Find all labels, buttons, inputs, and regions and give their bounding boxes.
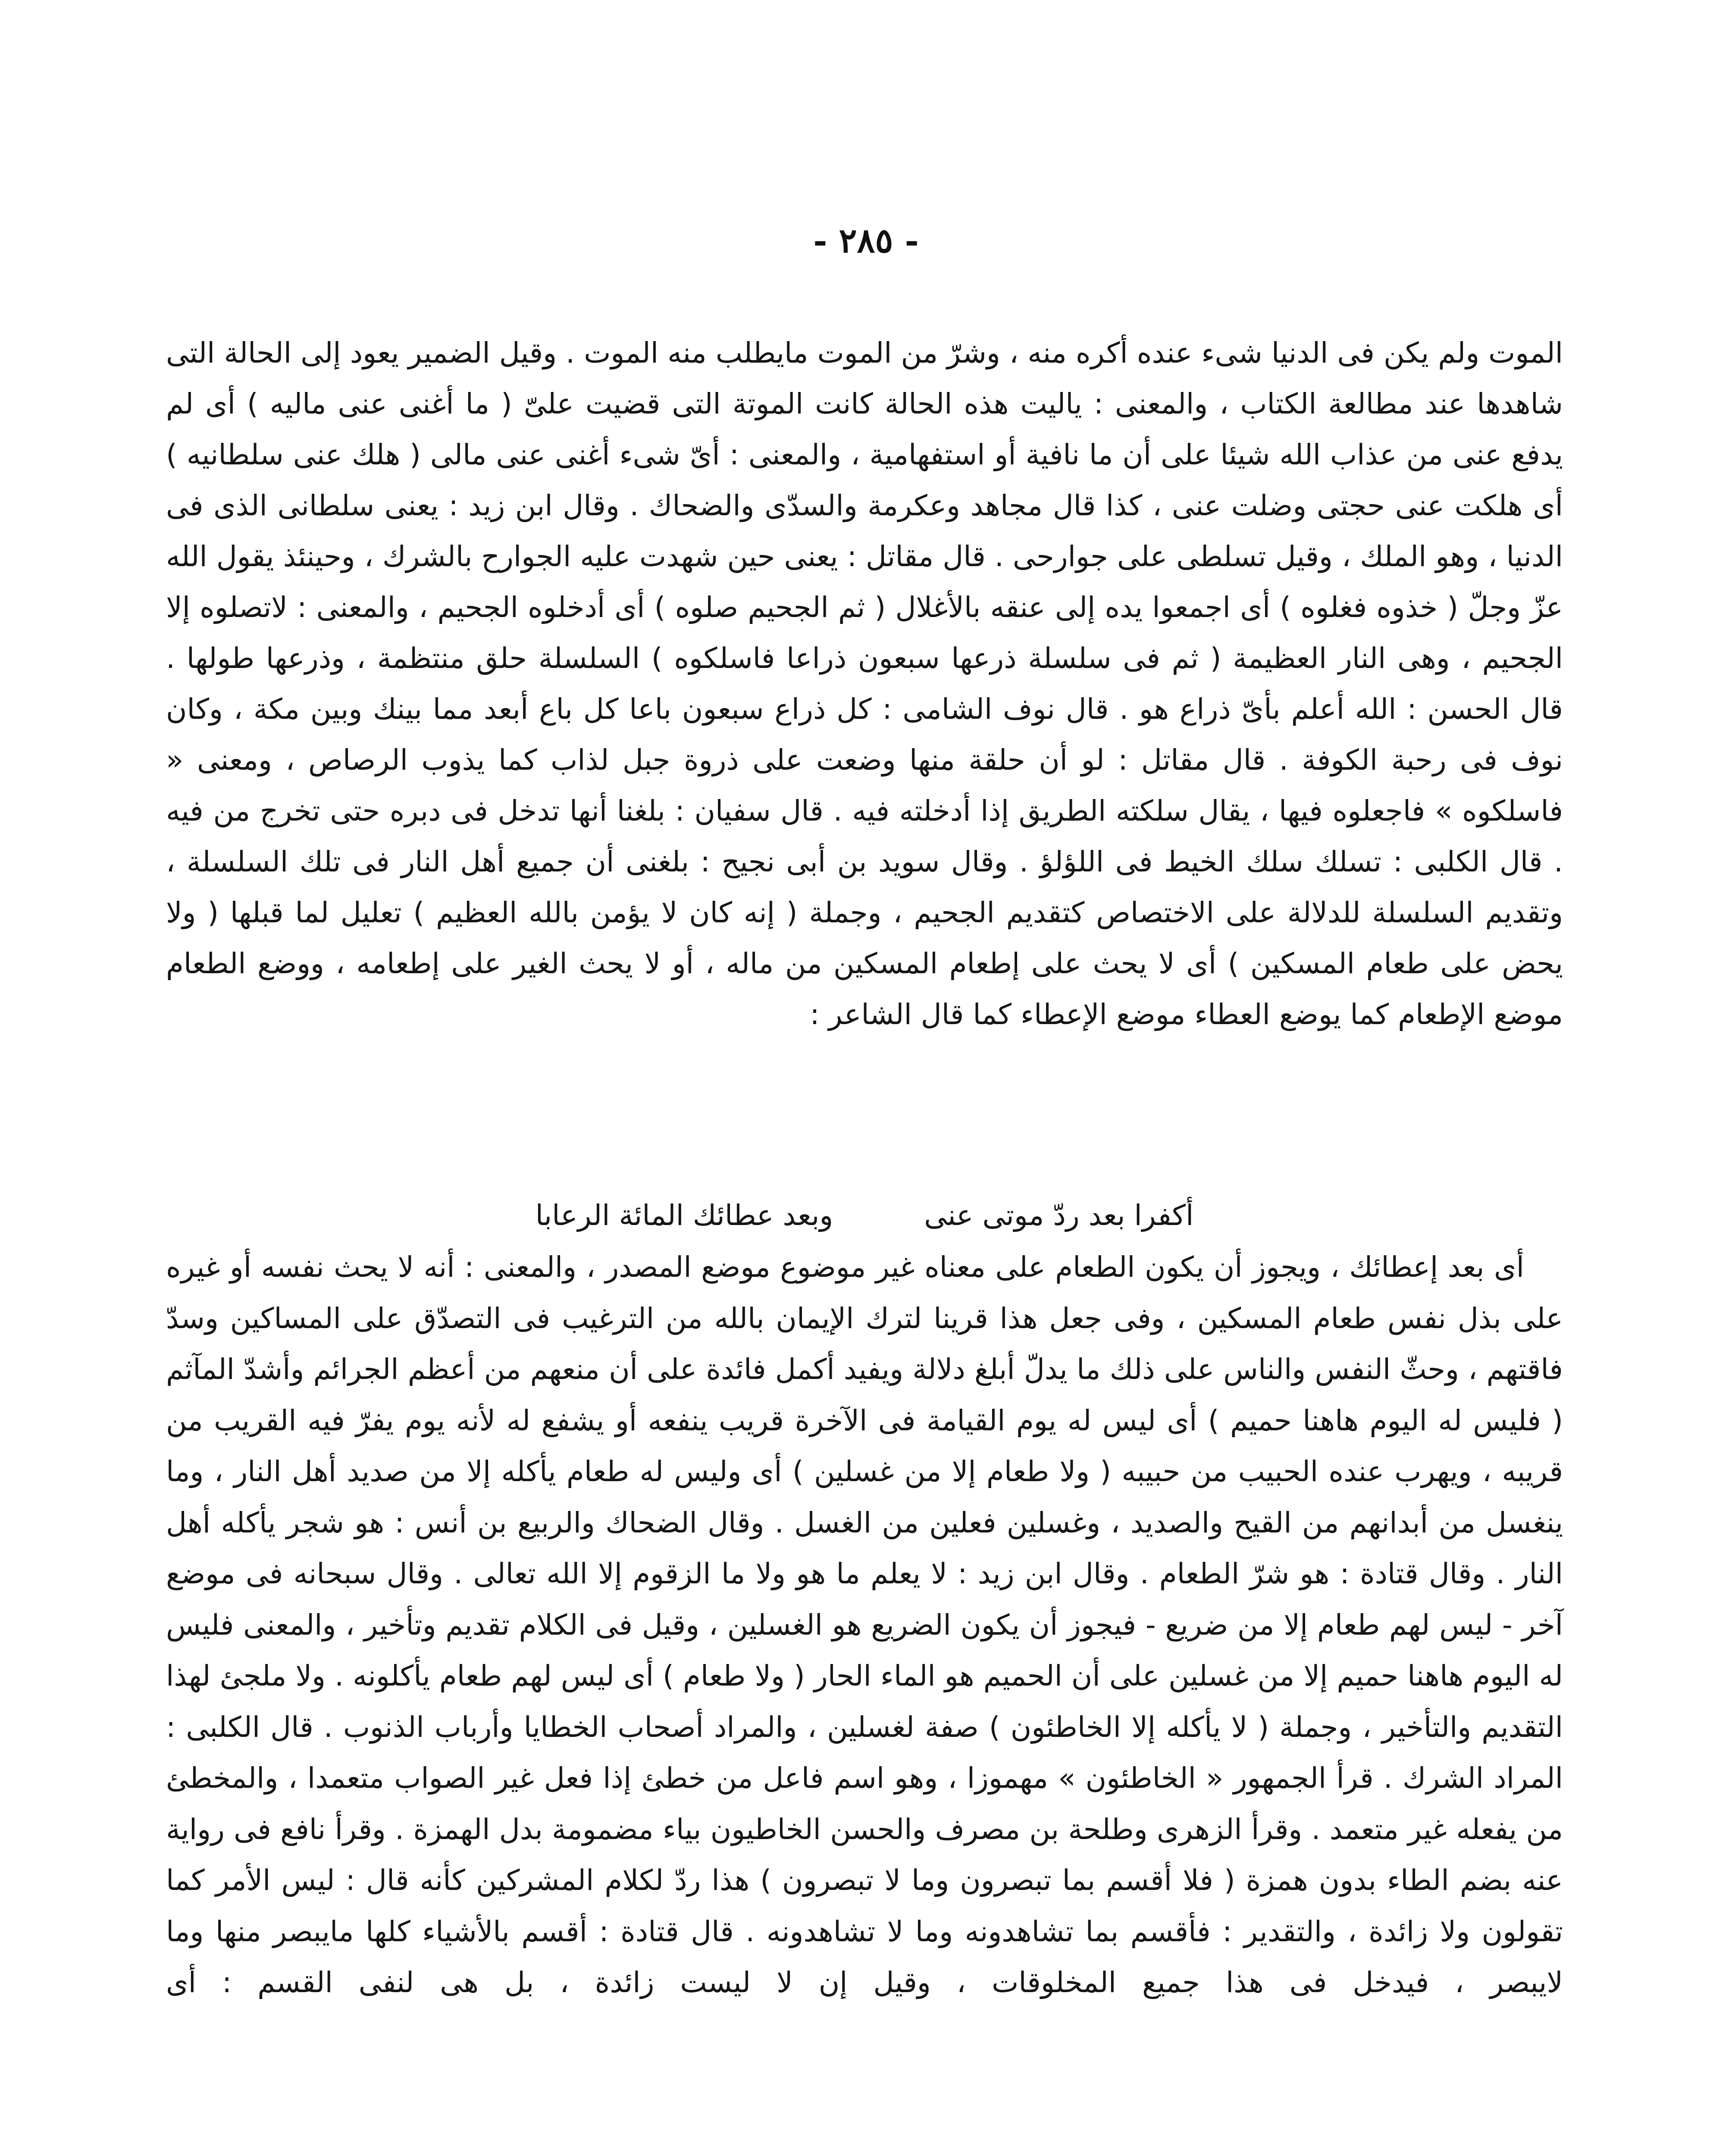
poetry-verse xyxy=(166,1190,1563,1241)
body-paragraph-1 xyxy=(166,328,1563,1040)
paragraph-text: أى بعد إعطائك ، ويجوز أن يكون الطعام على معناه غير موضوع موضع المصدر ، والمعنى : أنه لا يحث نفسه أو غيره على بذل نفس طعام المسكين ، وفى جعل هذا قرينا لترك الإيمان بالله من الترغيب فى التصدّق على المساكين وسدّ فاقتهم ، وحثّ النفس والناس على ذلك ما يدلّ أبلغ دلالة ويفيد أكمل فائدة على أن منعهم من أعظم الجرائم وأشدّ المآثم ( فليس له اليوم هاهنا حميم ) أى ليس له يوم القيامة فى الآخرة قريب ينفعه أو يشفع له لأنه يوم يفرّ فيه القريب من قريبه ، ويهرب عنده الحبيب من حبيبه ( ولا طعام إلا من غسلين ) أى وليس له طعام يأكله إلا من صديد أهل النار ، وما ينغسل من أبدانهم من القيح والصديد ، وغسلين فعلين من الغسل . وقال الضحاك والربيع بن أنس : هو شجر يأكله أهل النار . وقال قتادة : هو شرّ الطعام . وقال ابن زيد : لا يعلم ما هو ولا ما الزقوم إلا الله تعالى . وقال سبحانه فى موضع آخر - ليس لهم طعام إلا من ضريع - فيجوز أن يكون الضريع هو الغسلين ، وقيل فى الكلام تقديم وتأخير ، والمعنى فليس له اليوم هاهنا حميم إلا من غسلين على أن الحميم هو الماء الحار ( ولا طعام ) أى ليس لهم طعام يأكلونه . ولا ملجئ لهذا التقديم والتأخير ، وجملة ( لا يأكله إلا الخاطئون ) صفة لغسلين ، والمراد أصحاب الخطايا وأرباب الذنوب . قال الكلبى : المراد الشرك . قرأ الجمهور « الخاطئون » مهموزا ، وهو اسم فاعل من خطئ إذا فعل غير الصواب متعمدا ، والمخطئ من يفعله غير متعمد . وقرأ الزهرى وطلحة بن مصرف والحسن الخاطيون بياء مضمومة بدل الهمزة . وقرأ نافع فى رواية عنه بضم الطاء بدون همزة ( فلا أقسم بما تبصرون وما لا تبصرون ) هذا ردّ لكلام المشركين كأنه قال : ليس الأمر كما تقولون ولا زائدة ، والتقدير : فأقسم بما تشاهدونه وما لا تشاهدونه . قال قتادة : أقسم بالأشياء كلها مايبصر منها وما لايبصر ، فيدخل فى هذا جميع المخلوقات ، وقيل إن لا ليست زائدة ، بل هى لنفى القسم : أى xyxy=(166,1250,1563,1999)
page-number: - ٢٨٥ - xyxy=(813,221,919,260)
verse-first-hemistich: أكفرا بعد ردّ موتى عنى xyxy=(924,1199,1194,1232)
paragraph-text: الموت ولم يكن فى الدنيا شىء عنده أكره منه ، وشرّ من الموت مايطلب منه الموت . وقيل الضمير يعود إلى الحالة التى شاهدها عند مطالعة الكتاب ، والمعنى : ياليت هذه الحالة كانت الموتة التى قضيت علىّ ( ما أغنى عنى ماليه ) أى لم يدفع عنى من عذاب الله شيئا على أن ما نافية أو استفهامية ، والمعنى : أىّ شىء أغنى عنى مالى ( هلك عنى سلطانيه ) أى هلكت عنى حجتى وضلت عنى ، كذا قال مجاهد وعكرمة والسدّى والضحاك . وقال ابن زيد : يعنى سلطانى الذى فى الدنيا ، وهو الملك ، وقيل تسلطى على جوارحى . قال مقاتل : يعنى حين شهدت عليه الجوارح بالشرك ، وحينئذ يقول الله عزّ وجلّ ( خذوه فغلوه ) أى اجمعوا يده إلى عنقه بالأغلال ( ثم الجحيم صلوه ) أى أدخلوه الجحيم ، والمعنى : لاتصلوه إلا الجحيم ، وهى النار العظيمة ( ثم فى سلسلة ذرعها سبعون ذراعا فاسلكوه ) السلسلة حلق منتظمة ، وذرعها طولها . قال الحسن : الله أعلم بأىّ ذراع هو . قال نوف الشامى : كل ذراع سبعون باعا كل باع أبعد مما بينك وبين مكة ، وكان نوف فى رحبة الكوفة . قال مقاتل : لو أن حلقة منها وضعت على ذروة جبل لذاب كما يذوب الرصاص ، ومعنى « فاسلكوه » فاجعلوه فيها ، يقال سلكته الطريق إذا أدخلته فيه . قال سفيان : بلغنا أنها تدخل فى دبره حتى تخرج من فيه . قال الكلبى : تسلك سلك الخيط فى اللؤلؤ . وقال سويد بن أبى نجيح : بلغنى أن جميع أهل النار فى تلك السلسلة ، وتقديم السلسلة للدلالة على الاختصاص كتقديم الجحيم ، وجملة ( إنه كان لا يؤمن بالله العظيم ) تعليل لما قبلها ( ولا يحض على طعام المسكين ) أى لا يحث على إطعام المسكين من ماله ، أو لا يحث الغير على إطعامه ، ووضع الطعام موضع الإطعام كما يوضع العطاء موضع الإعطاء كما قال الشاعر : xyxy=(166,336,1563,1031)
verse-second-hemistich: وبعد عطائك المائة الرعابا xyxy=(535,1199,833,1232)
body-paragraph-2 xyxy=(166,1242,1563,2009)
